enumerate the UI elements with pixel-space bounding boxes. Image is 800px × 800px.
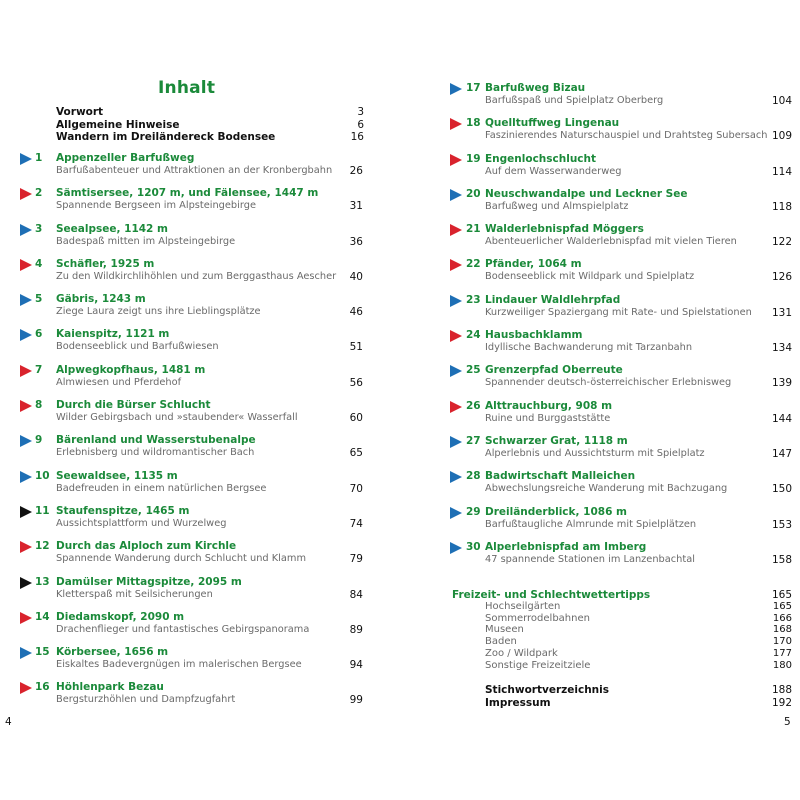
tour-subtitle: Erlebnisberg und wildromantischer Bach [56, 447, 255, 459]
tour-page: 131 [771, 306, 792, 319]
tour-page: 51 [349, 341, 363, 354]
tour-subtitle: Barfußweg und Almspielplatz [485, 200, 629, 212]
leisure-item[interactable] [452, 660, 792, 672]
tour-number: 26 [466, 399, 481, 412]
tour-number: 13 [35, 575, 50, 588]
tour-title: Hausbachklamm [485, 329, 583, 342]
tour-page: 40 [349, 270, 363, 283]
tour-number: 10 [35, 469, 50, 482]
page-number-left: 4 [5, 716, 12, 728]
triangle-marker-icon [450, 401, 462, 413]
tour-title: Körbersee, 1656 m [56, 646, 169, 659]
tour-number: 25 [466, 364, 481, 377]
tour-subtitle: Barfußtaugliche Almrunde mit Spielplätzen [485, 518, 697, 530]
tour-entry[interactable] [0, 540, 400, 575]
back-matter-item[interactable] [452, 684, 792, 697]
back-matter-item[interactable] [452, 697, 792, 710]
tour-entry[interactable] [0, 152, 400, 187]
tour-title: Kaienspitz, 1121 m [56, 328, 170, 341]
tour-page: 56 [349, 376, 363, 389]
triangle-marker-icon [450, 365, 462, 377]
tour-title: Pfänder, 1064 m [485, 258, 582, 271]
tour-title: Alttrauchburg, 908 m [485, 399, 613, 412]
leisure-item[interactable] [452, 636, 792, 648]
tour-subtitle: Abwechslungsreiche Wanderung mit Bachzugang [485, 483, 728, 495]
triangle-marker-icon [20, 541, 32, 553]
tour-subtitle: Wilder Gebirgsbach und »staubender« Wasserfall [56, 412, 298, 424]
tour-title: Bärenland und Wasserstubenalpe [56, 434, 256, 447]
tour-subtitle: Abenteuerlicher Walderlebnispfad mit vielen Tieren [485, 236, 737, 248]
tour-entry[interactable] [0, 328, 400, 363]
tour-entry[interactable] [0, 364, 400, 399]
tour-entry[interactable] [400, 117, 800, 152]
tour-subtitle: Spannende Wanderung durch Schlucht und Klamm [56, 553, 306, 565]
tour-page: 89 [349, 623, 363, 636]
tour-page: 118 [771, 200, 792, 213]
tour-title: Durch die Bürser Schlucht [56, 399, 211, 412]
tour-page: 114 [771, 165, 792, 178]
tour-page: 158 [771, 553, 792, 566]
tour-subtitle: Bodenseeblick mit Wildpark und Spielplatz [485, 271, 695, 283]
tour-page: 65 [349, 447, 363, 460]
tour-number: 16 [35, 681, 50, 694]
tour-number: 15 [35, 646, 50, 659]
tour-entry[interactable] [0, 399, 400, 434]
triangle-marker-icon [20, 435, 32, 447]
tour-title: Staufenspitze, 1465 m [56, 504, 190, 517]
tour-title: Damülser Mittagspitze, 2095 m [56, 575, 242, 588]
tour-number: 6 [35, 328, 43, 341]
tour-entry[interactable] [400, 294, 800, 329]
tour-number: 8 [35, 399, 43, 412]
leisure-item-label: Sommerrodelbahnen [485, 612, 590, 624]
leisure-item-page: 170 [772, 636, 792, 648]
tour-number: 20 [466, 187, 481, 200]
triangle-marker-icon [20, 188, 32, 200]
tour-entry[interactable] [400, 506, 800, 541]
triangle-marker-icon [20, 365, 32, 377]
triangle-marker-icon [20, 329, 32, 341]
triangle-marker-icon [450, 471, 462, 483]
tour-entry[interactable] [0, 470, 400, 505]
front-matter-item[interactable] [56, 131, 364, 144]
tour-title: Seewaldsee, 1135 m [56, 469, 178, 482]
leisure-item-label: Baden [485, 636, 517, 648]
tour-title: Quelltuffweg Lingenau [485, 117, 620, 130]
tour-number: 23 [466, 293, 481, 306]
triangle-marker-icon [450, 154, 462, 166]
tour-entry[interactable] [400, 329, 800, 364]
tour-page: 94 [349, 659, 363, 672]
tour-subtitle: Aussichtsplattform und Wurzelweg [56, 517, 227, 529]
tour-entry[interactable] [400, 153, 800, 188]
tour-subtitle: Kurzweiliger Spaziergang mit Rate- und Spielstationen [485, 306, 752, 318]
tour-title: Grenzerpfad Oberreute [485, 364, 623, 377]
tour-number: 1 [35, 152, 43, 164]
tour-page: 84 [349, 588, 363, 601]
tour-subtitle: Alperlebnis und Aussichtsturm mit Spielplatz [485, 447, 705, 459]
tour-number: 21 [466, 223, 481, 236]
back-matter-page: 188 [771, 684, 792, 697]
tour-number: 5 [35, 293, 43, 306]
front-matter-item[interactable] [56, 119, 364, 132]
tour-title: Schwarzer Grat, 1118 m [485, 434, 628, 447]
tour-subtitle: Bodenseeblick und Barfußwiesen [56, 341, 219, 353]
tour-subtitle: Eiskaltes Badevergnügen im malerischen Bergsee [56, 659, 302, 671]
tour-title: Sämtisersee, 1207 m, und Fälensee, 1447 m [56, 187, 319, 200]
leisure-item[interactable] [452, 648, 792, 660]
leisure-item-page: 165 [772, 601, 792, 612]
triangle-marker-icon [450, 507, 462, 519]
tour-subtitle: Spannende Bergseen im Alpsteingebirge [56, 200, 256, 212]
tour-subtitle: Badefreuden in einem natürlichen Bergsee [56, 482, 267, 494]
tour-page: 99 [349, 694, 363, 707]
tour-entry[interactable] [0, 187, 400, 222]
leisure-page: 165 [771, 589, 792, 601]
triangle-marker-icon [450, 542, 462, 554]
tour-number: 9 [35, 434, 43, 447]
tour-page: 134 [771, 342, 792, 355]
tour-entry[interactable] [400, 400, 800, 435]
leisure-item-label: Sonstige Freizeitziele [485, 659, 591, 671]
tour-title: Diedamskopf, 2090 m [56, 610, 185, 623]
tour-page: 104 [771, 95, 792, 107]
tour-entry[interactable] [400, 470, 800, 505]
tour-number: 18 [466, 117, 481, 130]
tour-number: 27 [466, 434, 481, 447]
tour-number: 7 [35, 363, 43, 376]
tour-list-left [0, 152, 400, 717]
tour-page: 126 [771, 271, 792, 284]
tour-title: Appenzeller Barfußweg [56, 152, 195, 164]
leisure-item-page: 177 [772, 647, 792, 659]
leisure-item-label: Zoo / Wildpark [485, 647, 558, 659]
tour-number: 22 [466, 258, 481, 271]
tour-entry[interactable] [0, 646, 400, 681]
tour-title: Lindauer Waldlehrpfad [485, 293, 621, 306]
tour-number: 24 [466, 329, 481, 342]
front-matter-page: 3 [357, 106, 364, 118]
tour-subtitle: Zu den Wildkirchlihöhlen und zum Berggasthaus Aescher [56, 270, 337, 282]
triangle-marker-icon [450, 189, 462, 201]
triangle-marker-icon [450, 295, 462, 307]
tour-title: Alpwegkopfhaus, 1481 m [56, 363, 206, 376]
tour-subtitle: Auf dem Wasserwanderweg [485, 165, 622, 177]
tour-page: 150 [771, 483, 792, 496]
front-matter-label: Vorwort [56, 106, 104, 118]
tour-entry[interactable] [400, 258, 800, 293]
back-matter-label: Stichwortverzeichnis [485, 684, 609, 697]
triangle-marker-icon [20, 153, 32, 165]
leisure-title: Freizeit- und Schlechtwettertipps [452, 589, 651, 601]
tour-title: Badwirtschaft Malleichen [485, 470, 636, 483]
tour-page: 36 [349, 235, 363, 248]
tour-number: 2 [35, 187, 43, 200]
tour-subtitle: Faszinierendes Naturschauspiel und Drahtsteg Subersach [485, 130, 768, 142]
triangle-marker-icon [450, 259, 462, 271]
leisure-heading[interactable] [452, 589, 792, 601]
leisure-item-label: Museen [485, 624, 524, 636]
tour-title: Dreiländerblick, 1086 m [485, 505, 627, 518]
tour-title: Höhlenpark Bezau [56, 681, 164, 694]
front-matter-list [56, 106, 364, 144]
tour-page: 74 [349, 517, 363, 530]
tour-title: Engenlochschlucht [485, 152, 597, 165]
tour-title: Schäfler, 1925 m [56, 257, 155, 270]
triangle-marker-icon [450, 330, 462, 342]
tour-title: Gäbris, 1243 m [56, 293, 146, 306]
page-number-right: 5 [784, 716, 791, 728]
tour-number: 12 [35, 540, 50, 553]
tour-number: 4 [35, 257, 43, 270]
tour-entry[interactable] [0, 434, 400, 469]
tour-page: 147 [771, 447, 792, 460]
triangle-marker-icon [20, 294, 32, 306]
tour-subtitle: 47 spannende Stationen im Lanzenbachtal [485, 553, 695, 565]
tour-entry[interactable] [400, 435, 800, 470]
triangle-marker-icon [450, 224, 462, 236]
tour-page: 144 [771, 412, 792, 425]
tour-number: 30 [466, 540, 481, 553]
tour-entry[interactable] [400, 82, 800, 117]
tour-title: Neuschwandalpe und Leckner See [485, 187, 688, 200]
tour-entry[interactable] [0, 293, 400, 328]
tour-subtitle: Drachenflieger und fantastisches Gebirgspanorama [56, 623, 310, 635]
leisure-section [452, 589, 792, 709]
tour-page: 153 [771, 518, 792, 531]
tour-entry[interactable] [0, 505, 400, 540]
triangle-marker-icon [450, 83, 462, 95]
tour-page: 46 [349, 306, 363, 319]
tour-number: 14 [35, 610, 50, 623]
triangle-marker-icon [20, 224, 32, 236]
front-matter-page: 16 [350, 131, 364, 143]
triangle-marker-icon [20, 471, 32, 483]
triangle-marker-icon [20, 259, 32, 271]
tour-page: 26 [349, 165, 363, 177]
triangle-marker-icon [20, 612, 32, 624]
tour-title: Durch das Alploch zum Kirchle [56, 540, 237, 553]
tour-title: Barfußweg Bizau [485, 82, 586, 94]
tour-title: Seealpsee, 1142 m [56, 222, 168, 235]
tour-number: 19 [466, 152, 481, 165]
tour-entry[interactable] [0, 681, 400, 716]
tour-entry[interactable] [0, 258, 400, 293]
tour-title: Alperlebnispfad am Imberg [485, 540, 647, 553]
tour-page: 139 [771, 377, 792, 390]
tour-subtitle: Bergsturzhöhlen und Dampfzugfahrt [56, 694, 236, 706]
front-matter-label: Allgemeine Hinweise [56, 118, 180, 131]
tour-page: 60 [349, 412, 363, 425]
toc-title: Inhalt [158, 78, 216, 98]
tour-entry[interactable] [400, 188, 800, 223]
leisure-item-page: 180 [772, 659, 792, 671]
back-matter-list [452, 684, 792, 709]
leisure-item-label: Hochseilgärten [485, 601, 561, 612]
back-matter-page: 192 [771, 696, 792, 709]
tour-number: 11 [35, 504, 50, 517]
tour-subtitle: Badespaß mitten im Alpsteingebirge [56, 235, 236, 247]
tour-page: 31 [349, 200, 363, 213]
tour-subtitle: Almwiesen und Pferdehof [56, 376, 182, 388]
tour-entry[interactable] [0, 223, 400, 258]
leisure-item-page: 166 [772, 612, 792, 624]
tour-number: 3 [35, 222, 43, 235]
tour-number: 17 [466, 82, 481, 94]
tour-entry[interactable] [400, 223, 800, 258]
front-matter-page: 6 [357, 118, 364, 131]
front-matter-label: Wandern im Dreiländereck Bodensee [56, 131, 276, 143]
triangle-marker-icon [20, 506, 32, 518]
leisure-item[interactable] [452, 613, 792, 625]
tour-entry[interactable] [400, 364, 800, 399]
tour-number: 29 [466, 505, 481, 518]
tour-subtitle: Idyllische Bachwanderung mit Tarzanbahn [485, 342, 693, 354]
triangle-marker-icon [20, 400, 32, 412]
triangle-marker-icon [450, 118, 462, 130]
triangle-marker-icon [20, 647, 32, 659]
front-matter-item[interactable] [56, 106, 364, 119]
triangle-marker-icon [20, 577, 32, 589]
tour-subtitle: Barfußspaß und Spielplatz Oberberg [485, 95, 664, 106]
leisure-items [452, 601, 792, 671]
leisure-item[interactable] [452, 601, 792, 613]
tour-page: 70 [349, 482, 363, 495]
tour-entry[interactable] [400, 541, 800, 576]
triangle-marker-icon [20, 682, 32, 694]
tour-subtitle: Ruine und Burggaststätte [485, 412, 611, 424]
tour-subtitle: Spannender deutsch-österreichischer Erlebnisweg [485, 377, 732, 389]
triangle-marker-icon [450, 436, 462, 448]
tour-entry[interactable] [0, 576, 400, 611]
back-matter-label: Impressum [485, 696, 551, 709]
leisure-item[interactable] [452, 624, 792, 636]
tour-number: 28 [466, 470, 481, 483]
tour-title: Walderlebnispfad Möggers [485, 223, 644, 236]
tour-page: 79 [349, 553, 363, 566]
tour-page: 122 [771, 236, 792, 249]
tour-entry[interactable] [0, 611, 400, 646]
tour-page: 109 [771, 130, 792, 143]
tour-subtitle: Barfußabenteuer und Attraktionen an der Kronbergbahn [56, 165, 333, 176]
tour-subtitle: Ziege Laura zeigt uns ihre Lieblingsplätze [56, 306, 261, 318]
tour-subtitle: Kletterspaß mit Seilsicherungen [56, 588, 213, 600]
leisure-item-page: 168 [772, 624, 792, 636]
tour-list-right [400, 82, 800, 576]
